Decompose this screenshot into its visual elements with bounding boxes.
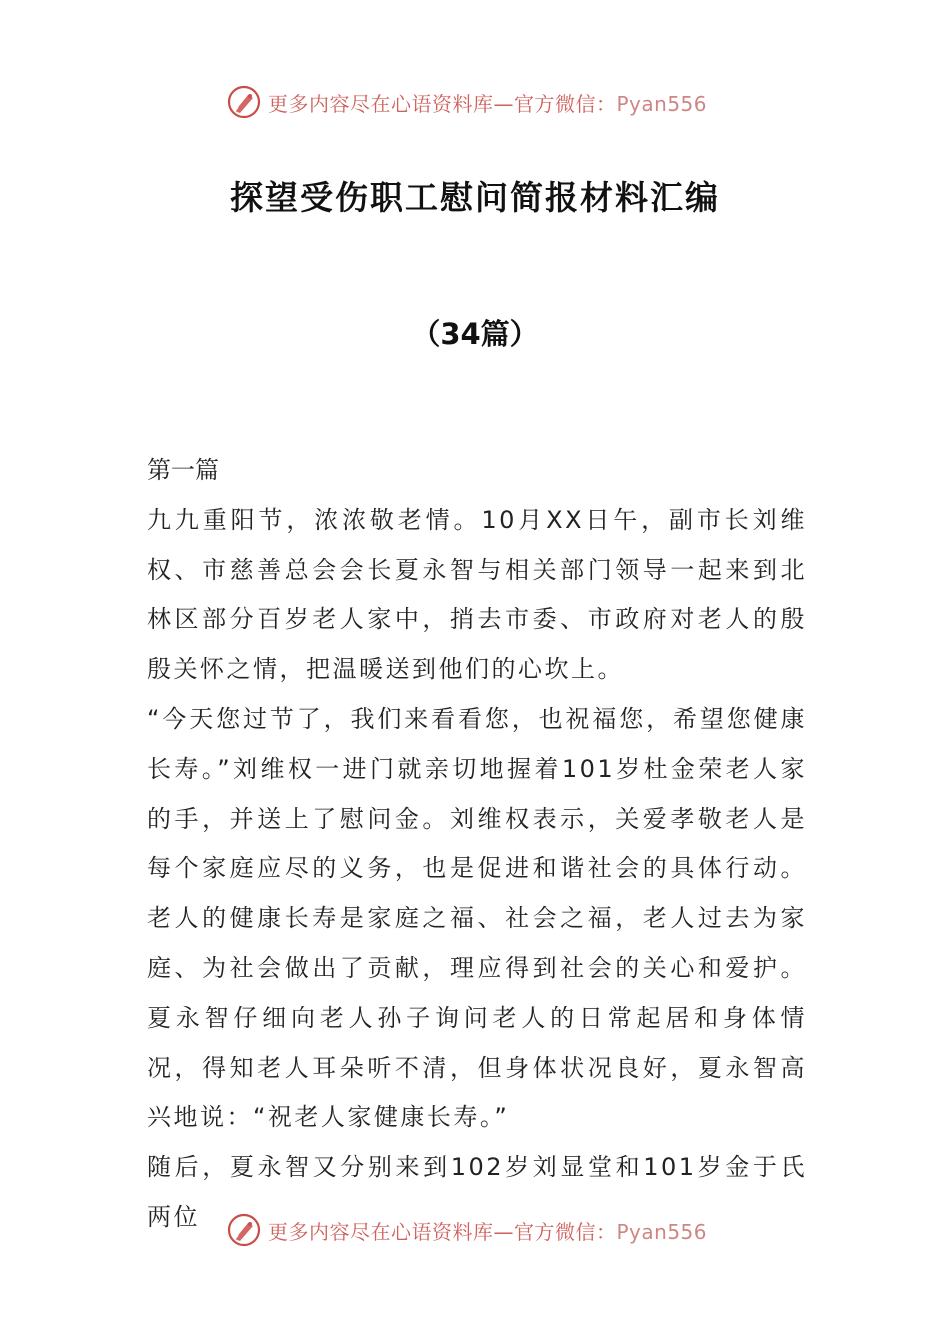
pen-nib-logo-icon [226,1212,262,1248]
paragraph: “今天您过节了，我们来看看您，也祝福您，希望您健康长寿。”刘维权一进门就亲切地握着101岁杜金荣老人家的手，并送上了慰问金。刘维权表示，关爱孝敬老人是每个家庭应尽的义务，也是促进和谐社会的具体行动。老人的健康长寿是家庭之福、社会之福，老人过去为家庭、为社会做出了贡献，理应得到社会的关心和爱护。夏永智仔细向老人孙子询问老人的日常起居和身体情况，得知老人耳朵听不清，但身体状况良好，夏永智高兴地说：“祝老人家健康长寿。” [147,704,807,1132]
document-title: 探望受伤职工慰问简报材料汇编 [230,178,720,217]
document-body [147,446,807,1243]
paragraph: 随后，夏永智又分别来到102岁刘显堂和101岁金于氏两位 [147,1153,807,1231]
section-heading: 第一篇 [147,456,219,484]
pen-nib-logo-icon [226,84,262,120]
watermark-banner-bottom [0,1210,950,1250]
document-subtitle: （34篇） [411,317,539,351]
watermark-text: 更多内容尽在心语资料库—官方微信：Pyan556 [268,91,708,116]
paragraph: 九九重阳节，浓浓敬老情。10月XX日午，副市长刘维权、市慈善总会会长夏永智与相关部门领导一起来到北林区部分百岁老人家中，捎去市委、市政府对老人的殷殷关怀之情，把温暖送到他们的心坎上。 [147,505,807,684]
watermark-text: 更多内容尽在心语资料库—官方微信：Pyan556 [268,1219,708,1244]
watermark-banner-top [0,82,950,122]
